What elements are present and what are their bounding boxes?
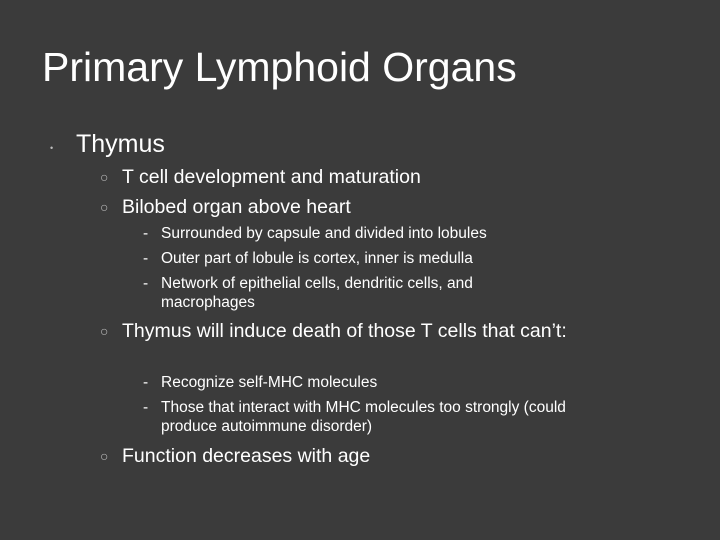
sub-bullet-text: Thymus will induce death of those T cells that can’t: [122, 320, 567, 342]
sub-bullet-function-decreases [100, 444, 602, 468]
slide-title: Primary Lymphoid Organs [42, 44, 517, 90]
dash-bullet-icon: - [143, 250, 149, 267]
sub-sub-bullet-capsule [143, 224, 611, 243]
circle-bullet-icon: ○ [100, 169, 109, 185]
sub-bullet-t-cell-development [100, 165, 602, 189]
sub-sub-bullet-cortex-medulla [143, 249, 611, 268]
sub-bullet-text: T cell development and maturation [122, 166, 421, 188]
circle-bullet-icon: ○ [100, 448, 109, 464]
circle-bullet-icon: ○ [100, 323, 109, 339]
dash-bullet-icon: - [143, 399, 149, 416]
dash-bullet-icon: - [143, 374, 149, 391]
sub-sub-bullet-text: Outer part of lobule is cortex, inner is medulla [161, 250, 473, 267]
dash-bullet-icon: - [143, 225, 149, 242]
sub-sub-bullet-text: Network of epithelial cells, dendritic cells, and macrophages [161, 275, 473, 311]
circle-bullet-icon: ○ [100, 199, 109, 215]
sub-bullet-thymus-death [100, 319, 582, 343]
sub-sub-bullet-self-mhc [143, 373, 611, 392]
dot-bullet-icon: • [50, 142, 54, 153]
sub-bullet-text: Bilobed organ above heart [122, 196, 351, 218]
sub-bullet-bilobed-organ [100, 195, 602, 219]
dash-bullet-icon: - [143, 275, 149, 292]
sub-bullet-text: Function decreases with age [122, 445, 371, 467]
sub-sub-bullet-text: Recognize self-MHC molecules [161, 374, 378, 391]
bullet-thymus [50, 130, 165, 159]
bullet-thymus-text: Thymus [76, 130, 165, 158]
sub-sub-bullet-mhc-strongly [143, 398, 606, 436]
sub-sub-bullet-text: Those that interact with MHC molecules too strongly (could produce autoimmune disorder) [161, 399, 566, 435]
sub-sub-bullet-text: Surrounded by capsule and divided into lobules [161, 225, 487, 242]
sub-sub-bullet-network [143, 274, 561, 312]
